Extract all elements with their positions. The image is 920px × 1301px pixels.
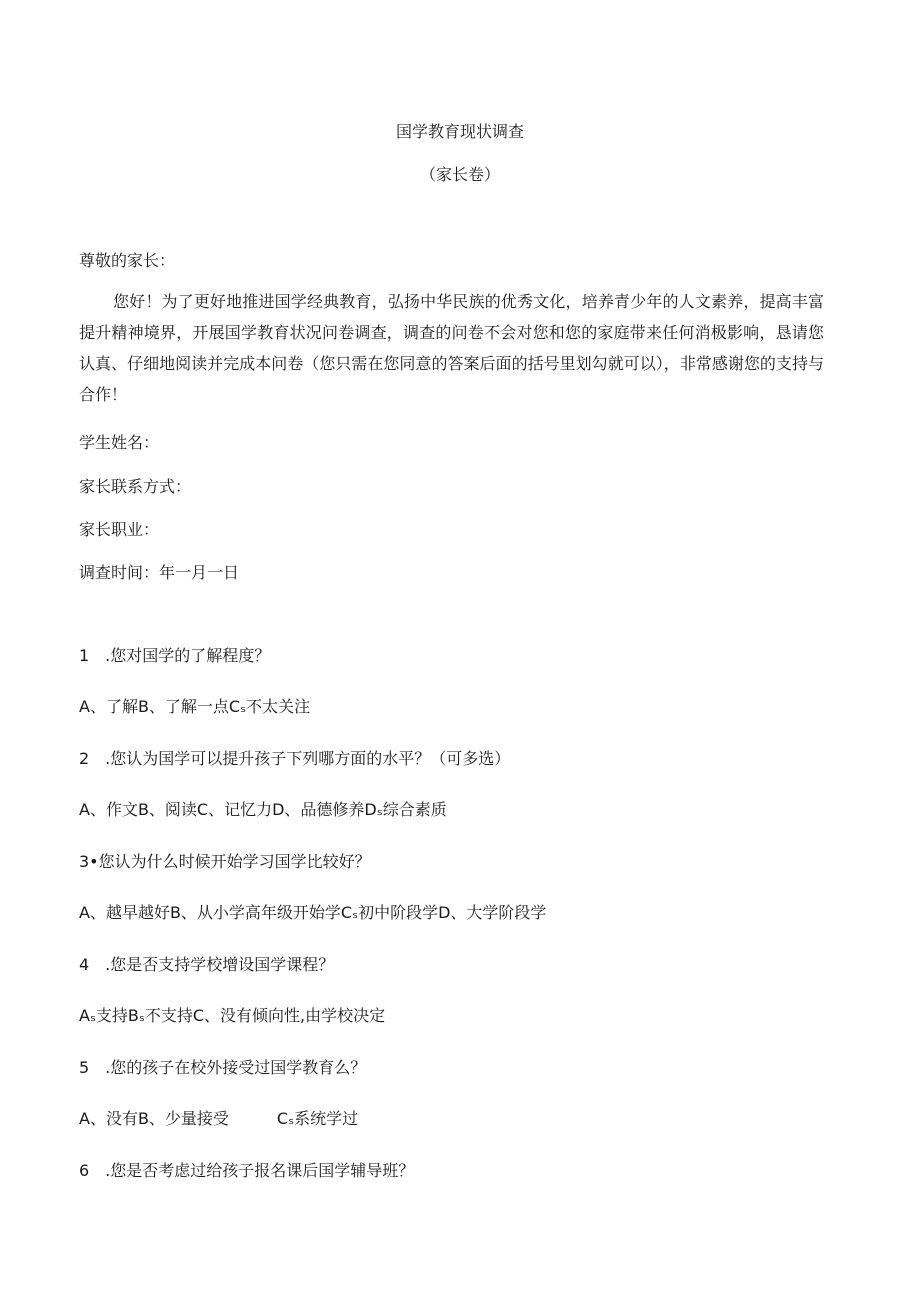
answer-options-1: A、了解B、了解一点Cₛ不太关注 [79, 697, 311, 716]
answer-options-5: A、没有B、少量接受 Cₛ系统学过 [79, 1109, 359, 1128]
parent-job-field: 家长职业： [79, 520, 160, 539]
question-4: 4 .您是否支持学校增设国学课程？ [79, 955, 335, 974]
greeting: 尊敬的家长： [79, 251, 176, 270]
survey-date-field: 调查时间：年一月一日 [79, 563, 240, 582]
question-6: 6 .您是否考虑过给孩子报名课后国学辅导班？ [79, 1161, 415, 1180]
question-2: 2 .您认为国学可以提升孩子下列哪方面的水平？（可多选） [79, 749, 511, 768]
student-name-field: 学生姓名： [79, 433, 160, 452]
question-3: 3•您认为什么时候开始学习国学比较好？ [79, 852, 371, 871]
page-subtitle: （家长卷） [419, 165, 500, 184]
answer-options-3: A、越早越好B、从小学高年级开始学Cₛ初中阶段学D、大学阶段学 [79, 903, 547, 922]
question-5: 5 .您的孩子在校外接受过国学教育么？ [79, 1058, 367, 1077]
page-title: 国学教育现状调查 [395, 122, 524, 141]
answer-options-2: A、作文B、阅读C、记忆力D、品德修养Dₛ综合素质 [79, 800, 447, 819]
answer-options-4: Aₛ支持Bₛ不支持C、没有倾向性,由学校决定 [79, 1006, 386, 1025]
question-1: 1 .您对国学的了解程度？ [79, 646, 271, 665]
parent-contact-field: 家长联系方式： [79, 477, 192, 496]
intro-paragraph: 您好！为了更好地推进国学经典教育，弘扬中华民族的优秀文化，培养青少年的人文素养，提高丰富提升精神境界，开展国学教育状况问卷调查，调查的问卷不会对您和您的家庭带来任何消极影响，恳请您认真、仔细地阅读并完成本问卷（您只需在您同意的答案后面的括号里划勾就可以），非常感谢您的支持与合作！ [79, 292, 824, 404]
